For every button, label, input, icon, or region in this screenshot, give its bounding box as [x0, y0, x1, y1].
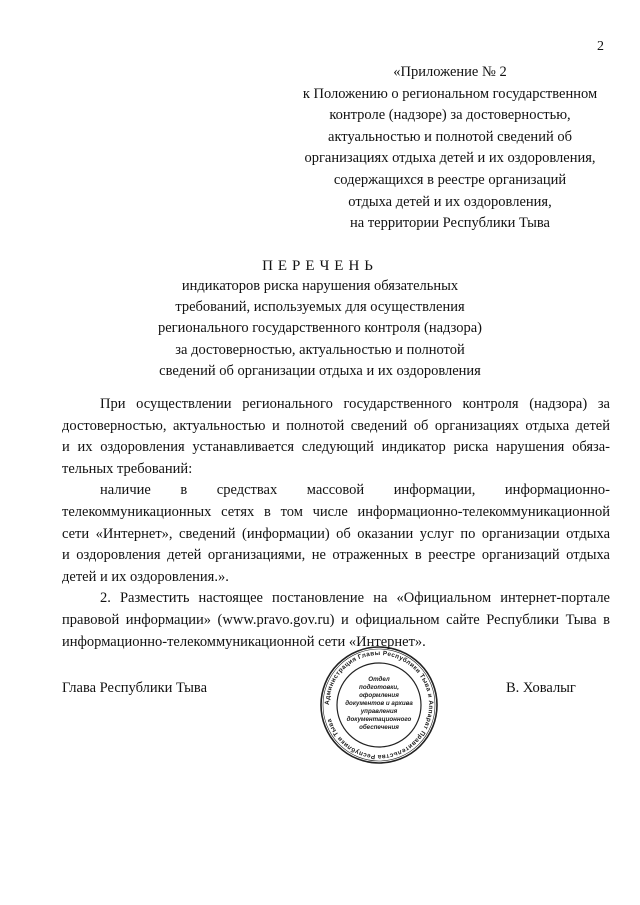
- appendix-line: «Приложение № 2: [393, 64, 507, 80]
- body-line: тельных требований:: [62, 460, 193, 477]
- signature-position: Глава Республики Тыва: [62, 680, 208, 696]
- body-line: и оздоровления детей организациями, не отраженных в реестре организаций отдыха: [62, 547, 610, 564]
- appendix-line: актуальностью и полнотой сведений об: [328, 128, 572, 145]
- appendix-line: контроле (надзоре) за достоверностью,: [329, 107, 571, 124]
- document-title: ПЕРЕЧЕНЬ: [262, 258, 378, 274]
- svg-text:управления: управления: [360, 708, 398, 715]
- appendix-line: организациях отдыха детей и их оздоровления,: [304, 150, 596, 167]
- body-line: информационно-телекоммуникационной сети «Интернет».: [62, 633, 426, 650]
- svg-text:оформления: оформления: [359, 692, 399, 699]
- body-line: сети «Интернет», сведений (информации) об оказании услуг по организации отдыха: [62, 525, 610, 542]
- body-line: достоверностью, актуальностью и полнотой сведений об организациях отдыха детей: [62, 417, 610, 434]
- subtitle-line: регионального государственного контроля (надзора): [158, 320, 482, 337]
- appendix-line: отдыха детей и их оздоровления,: [348, 193, 552, 210]
- svg-text:подготовки,: подготовки,: [359, 684, 399, 691]
- document-subtitle: [60, 276, 580, 382]
- svg-text:обеспечения: обеспечения: [359, 724, 399, 731]
- svg-text:Администрация Главы Республики: Администрация Главы Республики Тыва и Аппарат Правительства Республики Тыва: [323, 649, 435, 761]
- body-line: детей и их оздоровления.».: [62, 568, 229, 585]
- svg-text:документов и архива: документов и архива: [345, 700, 413, 707]
- subtitle-line: требований, используемых для осуществления: [175, 299, 465, 316]
- svg-text:Отдел: Отдел: [368, 676, 390, 683]
- appendix-line: содержащихся в реестре организаций: [333, 171, 567, 188]
- body-line: наличие в средствах массовой информации, информационно-: [100, 482, 610, 499]
- subtitle-line: сведений об организации отдыха и их оздоровления: [159, 362, 481, 379]
- appendix-line: к Положению о региональном государственном: [302, 85, 598, 102]
- body-line: телекоммуникационных сетях в том числе информационно-телекоммуникационной: [62, 503, 610, 520]
- appendix-line: на территории Республики Тыва: [350, 215, 550, 232]
- subtitle-line: за достоверностью, актуальностью и полнотой: [175, 341, 465, 358]
- official-stamp: [318, 645, 440, 765]
- body-line: правовой информации» (www.pravo.gov.ru) и официальном сайте Республики Тыва в: [62, 611, 610, 628]
- subtitle-line: индикаторов риска нарушения обязательных: [181, 278, 459, 294]
- body-line: 2. Разместить настоящее постановление на «Официальном интернет-портале: [100, 590, 610, 607]
- body-line: При осуществлении регионального государственного контроля (надзора) за: [100, 396, 610, 412]
- svg-text:документационного: документационного: [346, 716, 412, 723]
- page-number: 2: [597, 39, 604, 54]
- body-line: и их оздоровления устанавливается следующий индикатор риска нарушения обяза-: [62, 439, 610, 456]
- appendix-header: [265, 62, 635, 235]
- signature-name: В. Ховалыг: [506, 680, 576, 696]
- body-text: [62, 394, 610, 653]
